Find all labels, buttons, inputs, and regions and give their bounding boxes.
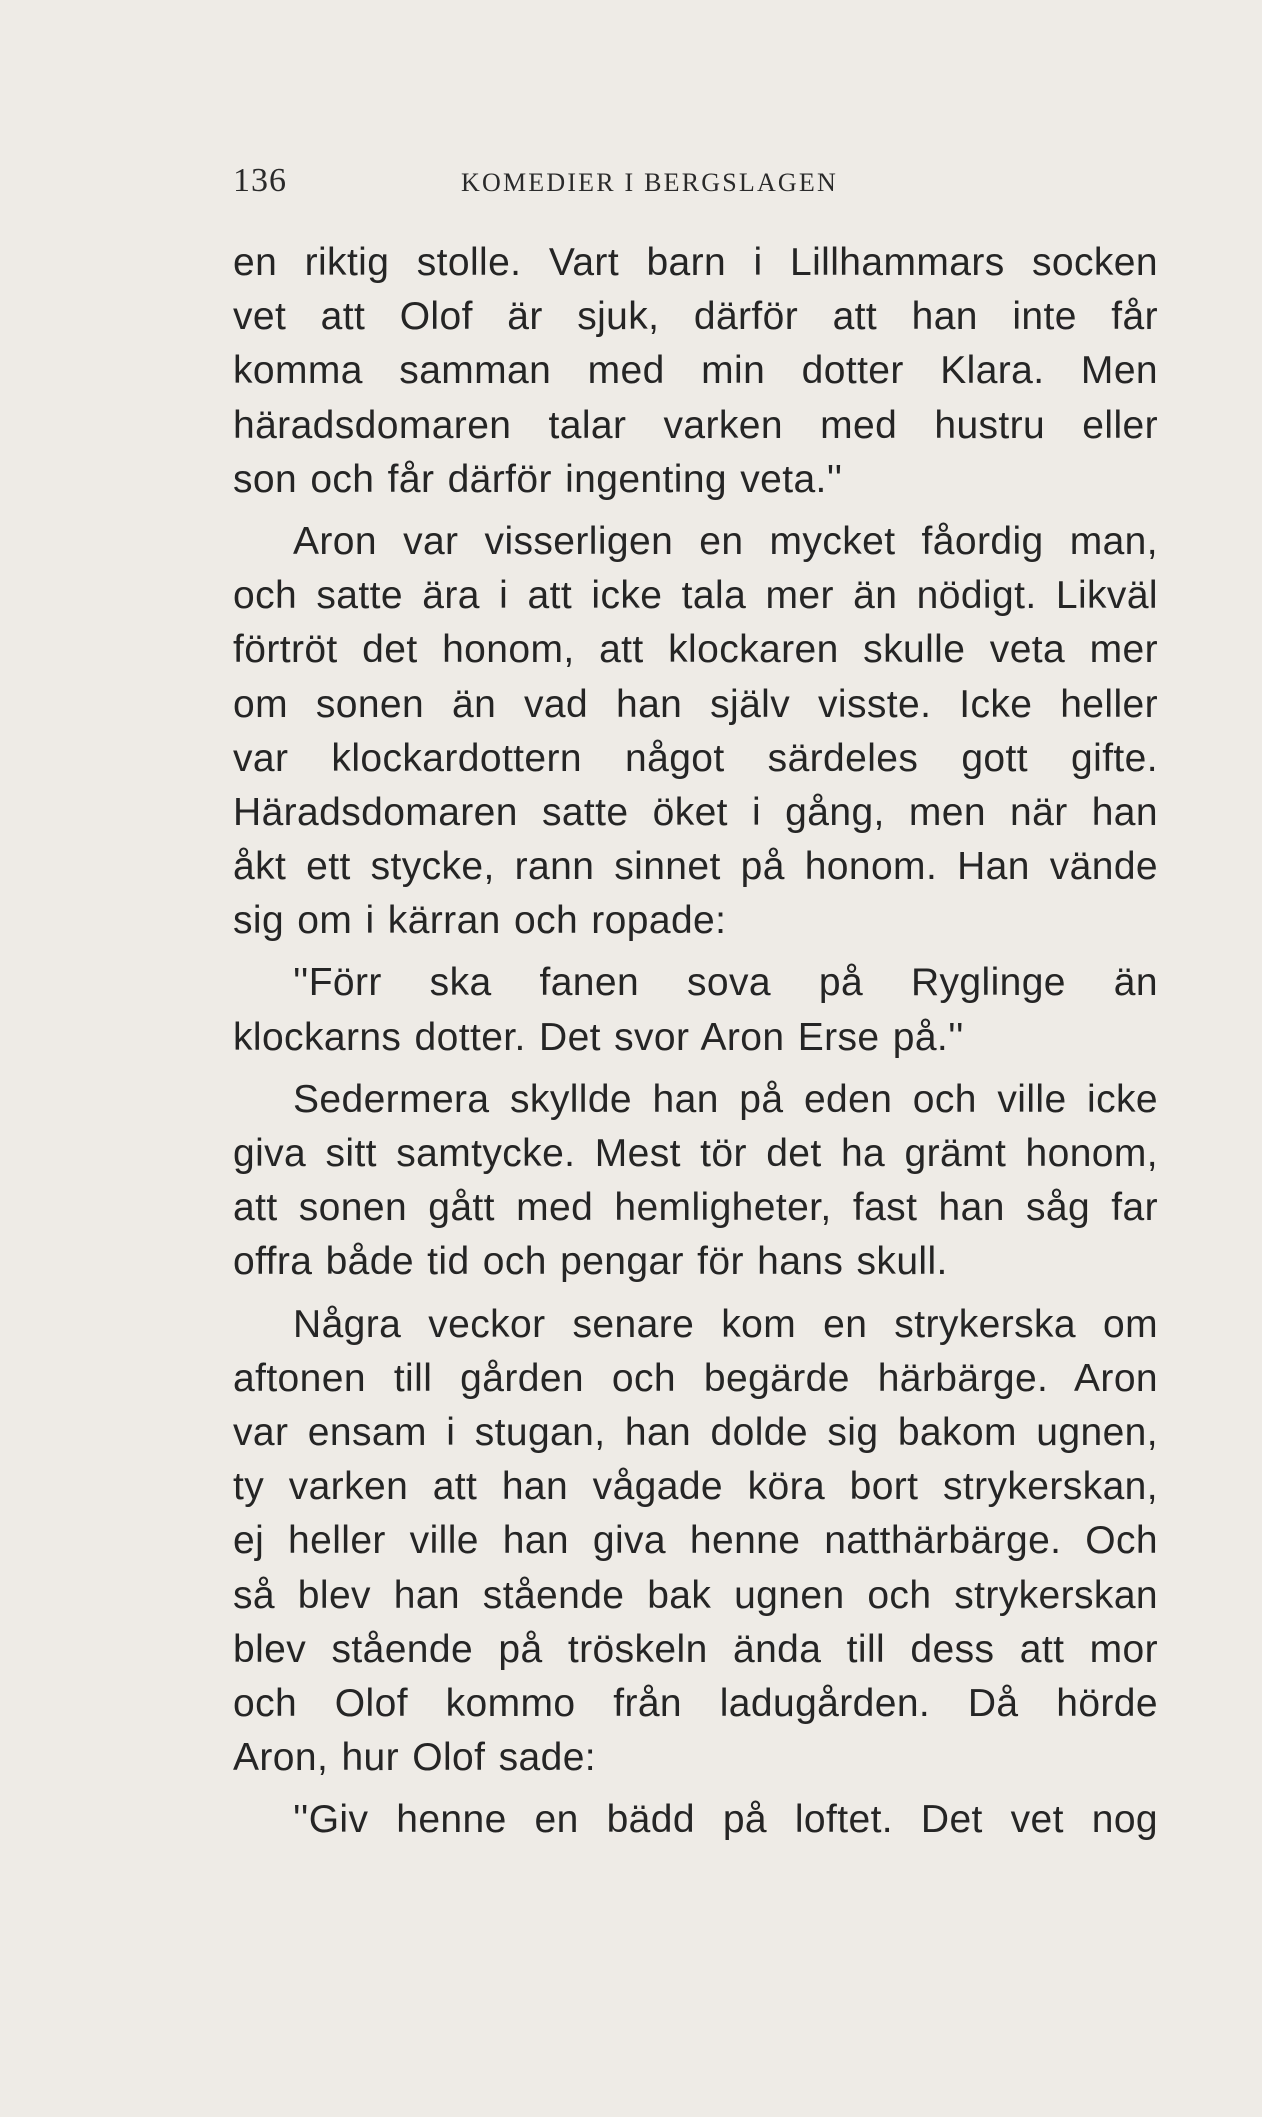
- text-line: om sonen än vad han själv visste. Icke heller: [233, 682, 1158, 726]
- text-line: förtröt det honom, att klockaren skulle veta mer: [233, 628, 1158, 672]
- text-line: Sedermera skyllde han på eden och ville icke: [293, 1077, 1158, 1121]
- text-line: åkt ett stycke, rann sinnet på honom. Han vände: [233, 845, 1158, 889]
- paragraph-1: [233, 236, 1158, 507]
- paragraph-6: [233, 1793, 1158, 1847]
- text-line: en riktig stolle. Vart barn i Lillhammars socken: [233, 241, 1158, 284]
- body-text: [233, 236, 1158, 1855]
- text-line: son och får därför ingenting veta.'': [233, 457, 843, 501]
- text-line: klockarns dotter. Det svor Aron Erse på.'': [233, 1015, 964, 1059]
- text-line: aftonen till gården och begärde härbärge. Aron: [233, 1356, 1158, 1400]
- paragraph-5: [233, 1298, 1158, 1786]
- text-line: ''Giv henne en bädd på loftet. Det vet nog: [293, 1798, 1158, 1842]
- text-line: Häradsdomaren satte öket i gång, men när han: [233, 790, 1158, 834]
- text-line: sig om i kärran och ropade:: [233, 899, 727, 943]
- text-line: blev stående på tröskeln ända till dess att mor: [233, 1627, 1158, 1671]
- text-line: ty varken att han vågade köra bort strykerskan,: [233, 1465, 1158, 1509]
- text-line: ej heller ville han giva henne natthärbärge. Och: [233, 1519, 1158, 1563]
- text-line: häradsdomaren talar varken med hustru eller: [233, 403, 1158, 447]
- text-line: så blev han stående bak ugnen och strykerskan: [233, 1573, 1158, 1617]
- text-line: Aron, hur Olof sade:: [233, 1736, 597, 1780]
- text-line: och Olof kommo från ladugården. Då hörde: [233, 1681, 1158, 1725]
- text-line: giva sitt samtycke. Mest tör det ha grämt honom,: [233, 1132, 1158, 1175]
- text-line: var ensam i stugan, han dolde sig bakom ugnen,: [233, 1410, 1158, 1454]
- page-header: [233, 162, 1158, 206]
- page-number: 136: [233, 162, 287, 199]
- paragraph-4: [233, 1073, 1158, 1290]
- text-line: och satte ära i att icke tala mer än nödigt. Likväl: [233, 574, 1158, 618]
- paragraph-2: [233, 515, 1158, 949]
- running-title: KOMEDIER I BERGSLAGEN: [461, 168, 838, 197]
- text-line: vet att Olof är sjuk, därför att han inte får: [233, 295, 1158, 339]
- paragraph-3: [233, 956, 1158, 1064]
- text-line: Några veckor senare kom en strykerska om: [293, 1302, 1158, 1346]
- text-line: offra både tid och pengar för hans skull.: [233, 1240, 948, 1284]
- text-line: att sonen gått med hemligheter, fast han såg far: [233, 1186, 1158, 1230]
- text-line: var klockardottern något särdeles gott gifte.: [233, 736, 1158, 780]
- text-line: ''Förr ska fanen sova på Ryglinge än: [293, 961, 1158, 1005]
- text-line: komma samman med min dotter Klara. Men: [233, 349, 1158, 393]
- text-line: Aron var visserligen en mycket fåordig man,: [293, 519, 1158, 563]
